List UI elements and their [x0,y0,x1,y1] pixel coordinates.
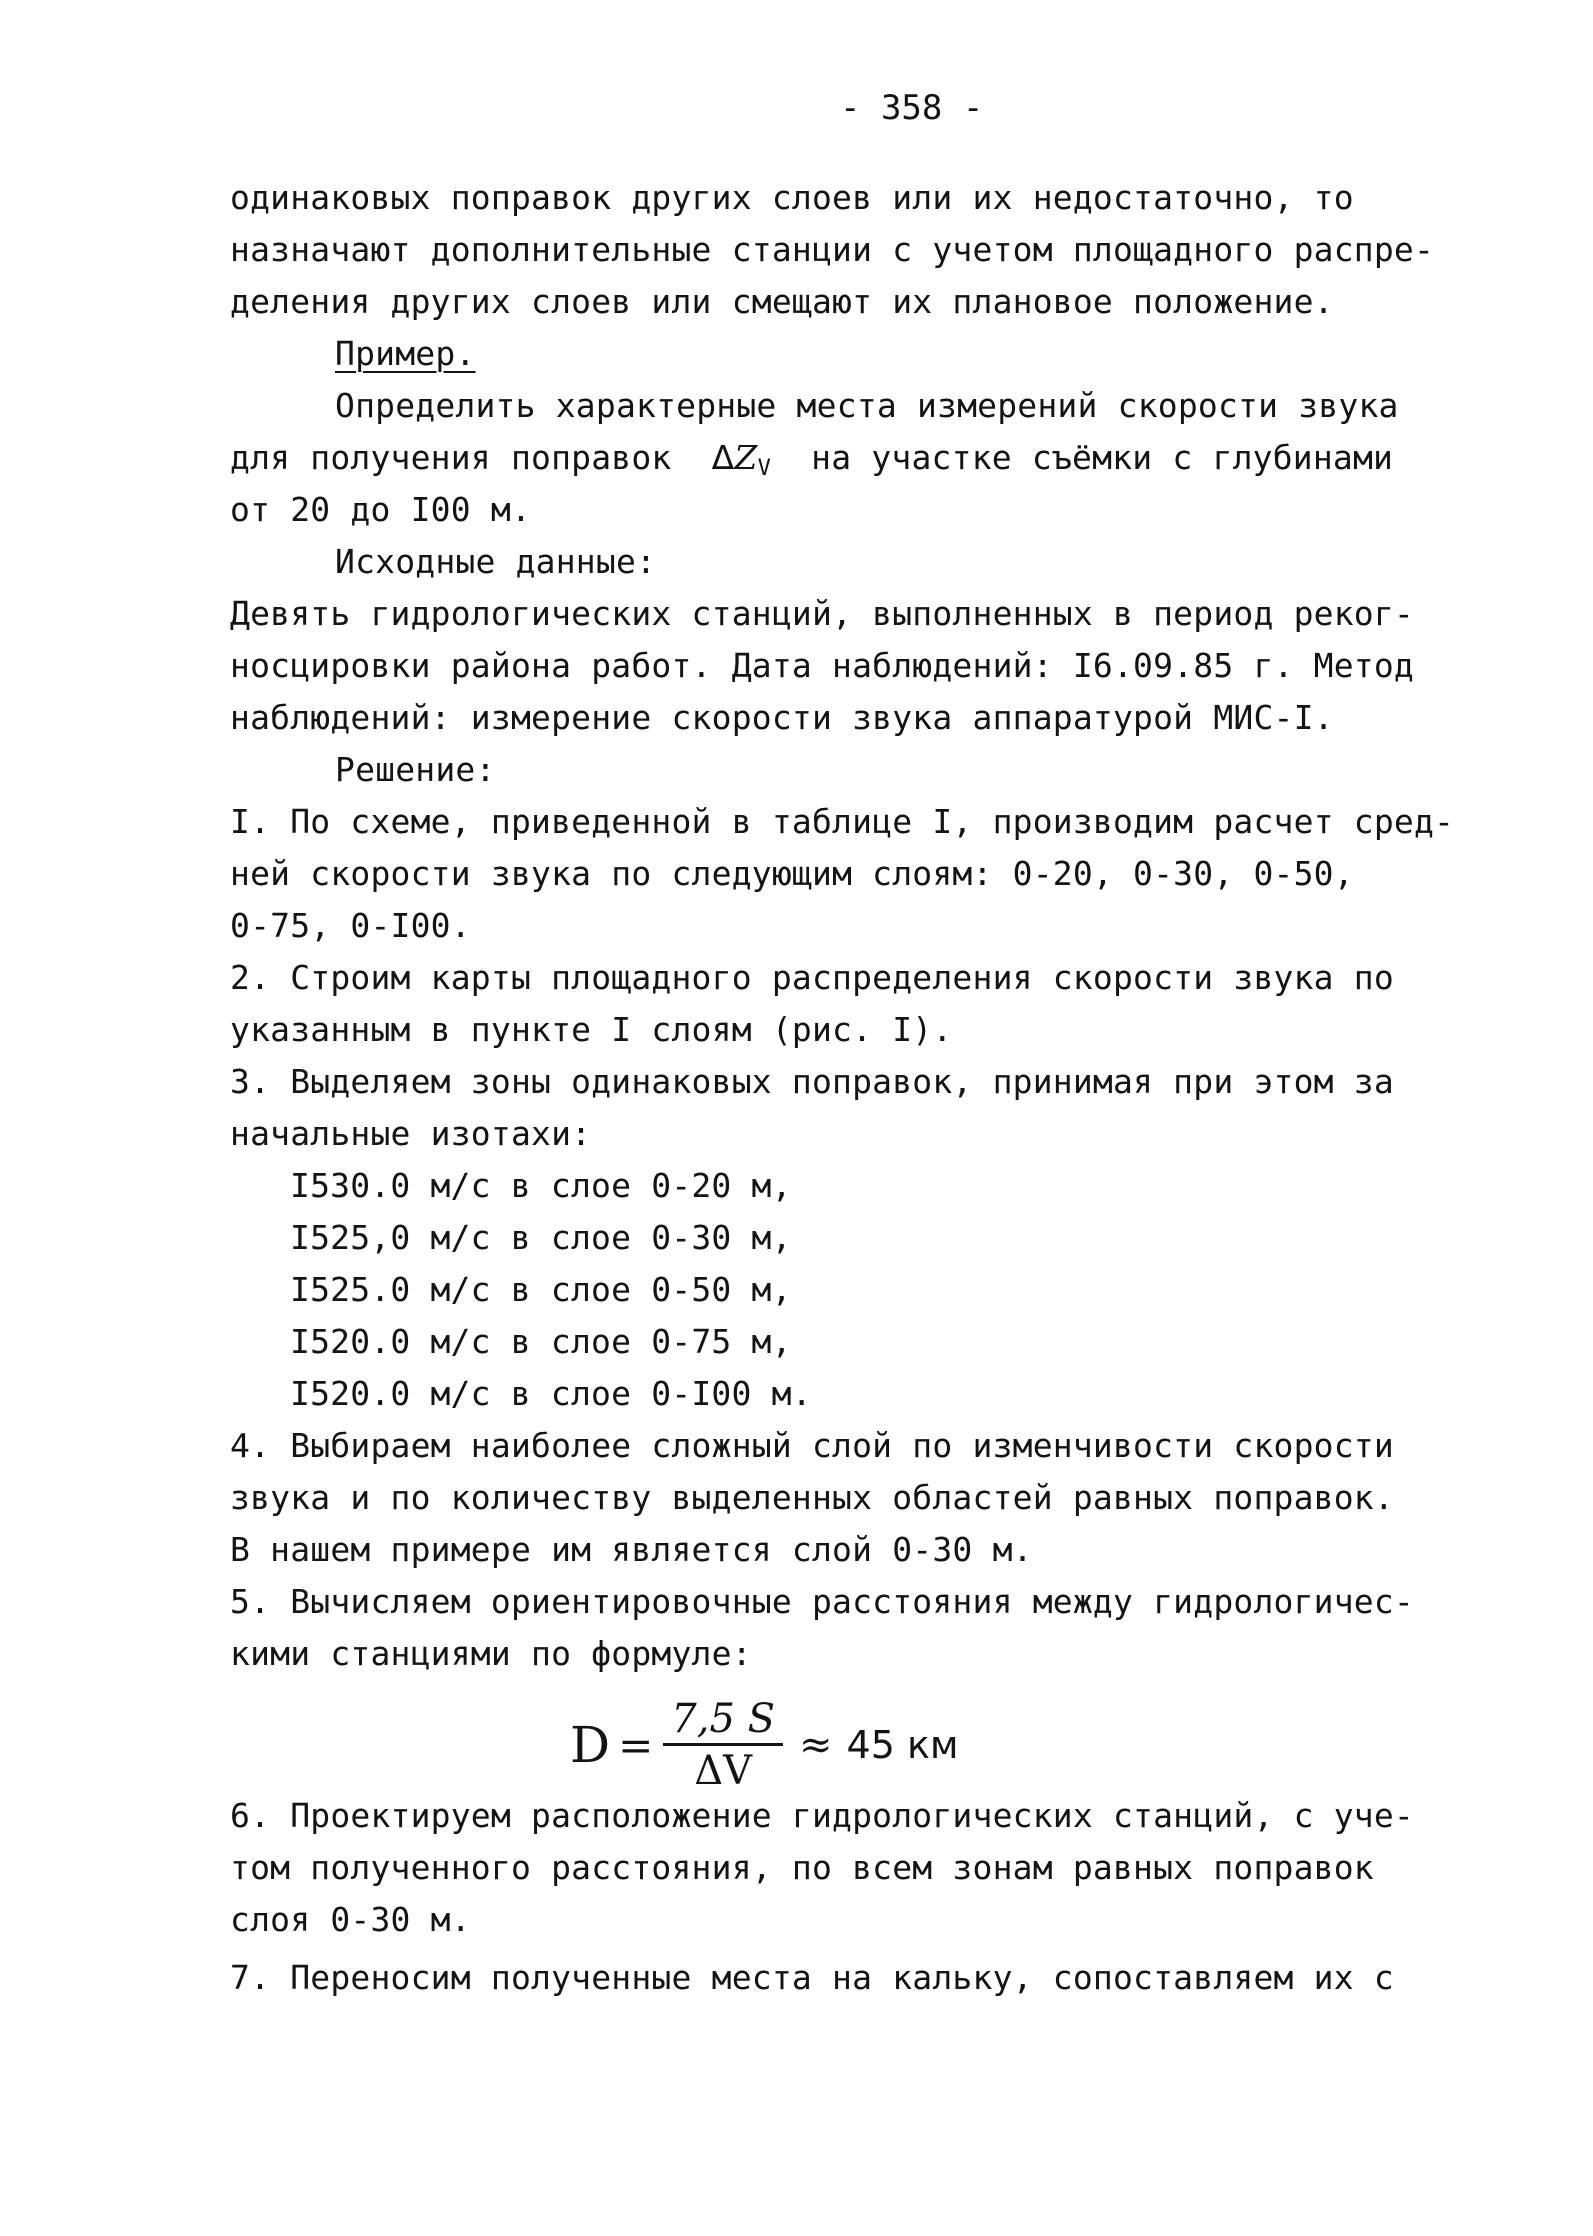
text-line: 6. Проектируем расположение гидрологических станций, с уче- [230,1796,1414,1835]
delta-symbol: Δ [711,438,735,477]
isotach-item: I525.0 м/с в слое 0-50 м, [290,1270,792,1309]
z-subscript: V [757,456,772,481]
text-line: звука и по количеству выделенных областей равных поправок. [230,1478,1394,1517]
example-heading-text: Пример. [335,334,476,373]
text-line: кими станциями по формуле: [230,1634,752,1673]
text-line: Девять гидрологических станций, выполненных в период реког- [230,594,1414,633]
text-line: начальные изотахи: [230,1114,592,1153]
text-line: В нашем примере им является слой 0-30 м. [230,1530,1033,1569]
text-line: ней скорости звука по следующим слоям: 0-20, 0-30, 0-50, [230,854,1354,893]
text-line: том полученного расстояния, по всем зонам равных поправок [230,1848,1374,1887]
text-line: 3. Выделяем зоны одинаковых поправок, принимая при этом за [230,1062,1394,1101]
text-line: Определить характерные места измерений скорости звука [335,386,1399,425]
text-line: 2. Строим карты площадного распределения скорости звука по [230,958,1394,997]
formula-result: 45 км [846,1723,959,1767]
text-line: носцировки района работ. Дата наблюдений: I6.09.85 г. Метод [230,646,1414,685]
formula-fraction [663,1697,783,1794]
text-line: 4. Выбираем наиболее сложный слой по изменчивости скорости [230,1426,1394,1465]
formula-approx: ≈ [799,1722,833,1768]
isotach-item: I520.0 м/с в слое 0-75 м, [290,1322,792,1361]
isotach-item: I530.0 м/с в слое 0-20 м, [290,1166,792,1205]
initial-data-heading: Исходные данные: [335,542,657,581]
page-number: - 358 - [840,88,984,128]
formula-numerator: 7,5 S [663,1697,783,1746]
text-line: указанным в пункте I слоям (рис. I). [230,1010,953,1049]
isotach-item: I520.0 м/с в слое 0-I00 м. [290,1374,812,1413]
text-line-with-symbol [230,438,1393,489]
distance-formula [570,1690,959,1800]
solution-heading: Решение: [335,750,496,789]
text-line: назначают дополнительные станции с учетом площадного распре- [230,230,1435,269]
formula-denominator: ΔV [694,1747,753,1794]
text-line: 7. Переносим полученные места на кальку, сопоставляем их с [230,1958,1394,1997]
text-line: от 20 до I00 м. [230,490,532,529]
text-line: 5. Вычисляем ориентировочные расстояния между гидрологичес- [230,1582,1414,1621]
text-line: I. По схеме, приведенной в таблице I, производим расчет сред- [230,802,1455,841]
text-line: наблюдений: измерение скорости звука аппаратурой МИС-I. [230,698,1334,737]
text-segment: на участке съёмки с глубинами [811,438,1394,477]
text-line: 0-75, 0-I00. [230,906,471,945]
text-segment: для получения поправок [230,438,672,477]
text-line: деления других слоев или смещают их плановое положение. [230,282,1334,321]
formula-equals: = [618,1720,654,1770]
text-line: слоя 0-30 м. [230,1900,471,1939]
isotach-item: I525,0 м/с в слое 0-30 м, [290,1218,792,1257]
text-line: одинаковых поправок других слоев или их недостаточно, то [230,178,1354,217]
z-symbol: Z [734,438,758,477]
formula-lhs: D [570,1716,611,1774]
example-heading [335,334,475,374]
